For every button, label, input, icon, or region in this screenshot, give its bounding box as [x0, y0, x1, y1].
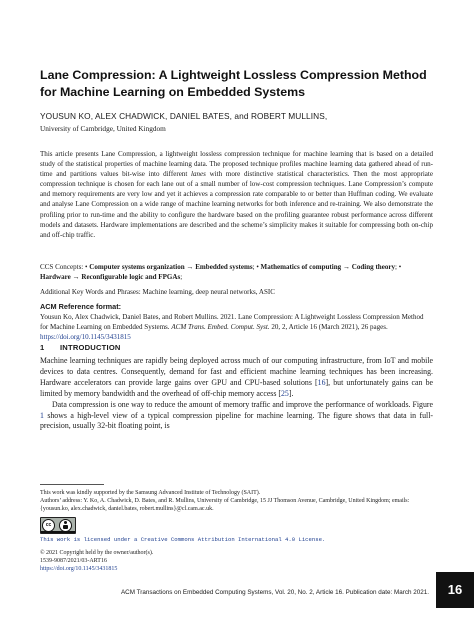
figure-reference-link[interactable]: 1 — [40, 410, 44, 420]
section-title: INTRODUCTION — [60, 343, 121, 352]
ccs-prefix: CCS Concepts: • — [40, 263, 90, 271]
acm-reference-heading: ACM Reference format: — [40, 302, 122, 311]
ccs-end: ; — [180, 273, 183, 282]
affiliation: University of Cambridge, United Kingdom — [40, 124, 166, 133]
introduction-body — [40, 356, 433, 432]
license-link[interactable]: This work is licensed under a Creative Commons Attribution International 4.0 License. — [40, 536, 326, 543]
abstract-text-2: with more distinctive statistical characteristics. Then the most appropriate compression technique is chosen for each lane out of a small number of low-cost compression techniques. Lane Compression’s compute and memory requirements are very low and yet it achieves a compression rate comparable to or better than Huffman coding. We evaluate and analyse Lane Compression on a wide range of machine learning networks for both inference and re-training. We also demonstrate the profiling prior to run-time and the ability to configure the hardware based on the profiling guarantee robust performance across different models and datasets. Hardware implementations are described and the scheme’s simplicity makes it suitable for compressing both on-chip and off-chip traffic. — [40, 170, 434, 239]
ccs-concept: Embedded systems — [195, 263, 253, 271]
ccs-concept: Mathematics of computing — [260, 263, 342, 271]
abstract-text-1: This article presents Lane Compression, a lightweight lossless compression technique for machine learning that is based on a detailed study of the statistical properties of machine learning data. The proposed technique profiles machine learning data gathered ahead of run-time and partitions values bit-wise into different — [40, 150, 433, 179]
badge-strip — [41, 531, 75, 534]
ccs-concept: Computer systems organization — [89, 263, 185, 271]
citation-link[interactable]: 16 — [317, 377, 326, 387]
doi-link[interactable]: https://doi.org/10.1145/3431815 — [40, 333, 131, 342]
creative-commons-badge[interactable] — [40, 517, 76, 534]
keywords: Additional Key Words and Phrases: Machine learning, deep neural networks, ASIC — [40, 288, 275, 296]
citation-link[interactable]: 25 — [280, 388, 289, 398]
ccs-separator: ; • — [252, 263, 261, 271]
ccs-concept: Coding theory — [351, 263, 396, 271]
issn-line: 1539-9087/2021/03-ART16 — [40, 558, 107, 564]
intro-text: shows a high-level view of a typical compression pipeline for machine learning. The figure shows that data in full-precision, usually 32-bit floating point, is — [40, 410, 433, 431]
ccs-arrow: → — [341, 263, 352, 271]
intro-text: ]. — [288, 388, 294, 398]
footnotes — [40, 489, 433, 513]
intro-text: Machine learning techniques are rapidly being deployed across much of our computing infrastructure, from IoT and mobile devices to data centres. Consequently, demand for fast and efficient machine learning techniques has been increasing. Hardware accelerators can provide large gains over GPU and CPU-based solutions [ — [40, 356, 433, 387]
author-list: YOUSUN KO, ALEX CHADWICK, DANIEL BATES, and ROBERT MULLINS, — [40, 111, 328, 121]
page-number-tab: 16 — [436, 572, 474, 608]
ccs-arrow: → — [184, 263, 196, 271]
acm-reference-format — [40, 302, 433, 342]
abstract — [40, 149, 433, 240]
copyright-doi-link[interactable]: https://doi.org/10.1145/3431815 — [40, 566, 118, 572]
intro-text: ], but unfortunately gains can be limited by memory bandwidth and the overhead of off-chip memory access [ — [40, 377, 433, 398]
ccs-arrow: → — [70, 273, 82, 282]
copyright-block — [40, 549, 420, 573]
acm-reference-text: Yousun Ko, Alex Chadwick, Daniel Bates, and Robert Mullins. 2021. Lane Compression: A Lightweight Lossless Compression Method for Machine Learning on Embedded Systems. — [40, 313, 424, 332]
paper-title: Lane Compression: A Lightweight Lossless Compression Method for Machine Learning on Embedded Systems — [40, 68, 427, 99]
acm-reference-journal: ACM Trans. Embed. Comput. Syst. — [171, 323, 270, 332]
copyright-line: © 2021 Copyright held by the owner/author(s). — [40, 550, 154, 556]
section-heading-introduction — [40, 343, 121, 352]
abstract-emphasis-lanes: lanes — [191, 170, 206, 179]
footnote-divider — [40, 484, 104, 485]
support-note: This work was kindly supported by the Samsung Advanced Institute of Technology (SAIT). — [40, 490, 261, 496]
address-note: Authors’ address: Y. Ko, A. Chadwick, D. Bates, and R. Mullins, University of Cambridge, 15 JJ Thomson Avenue, Cambridge, United Kingdom; emails: {yousun.ko, alex.chadwick, daniel.bates, robert.mullins}@cl.cam.ac.uk. — [40, 498, 410, 512]
ccs-concepts — [40, 262, 433, 282]
intro-text: Data compression is one way to reduce the amount of memory traffic and improve the performance of workloads. Figure — [52, 399, 433, 409]
ccs-separator: ; • — [395, 263, 402, 271]
journal-footer: ACM Transactions on Embedded Computing Systems, Vol. 20, No. 2, Article 16. Publication date: March 2021. — [120, 589, 429, 596]
section-number: 1 — [40, 343, 45, 352]
ccs-concept: Hardware — [40, 273, 71, 282]
acm-reference-text-2: 20, 2, Article 16 (March 2021), 26 pages. — [269, 323, 388, 332]
cc-icon: cc — [42, 519, 55, 532]
ccs-concept: Reconfigurable logic and FPGAs — [81, 273, 181, 282]
